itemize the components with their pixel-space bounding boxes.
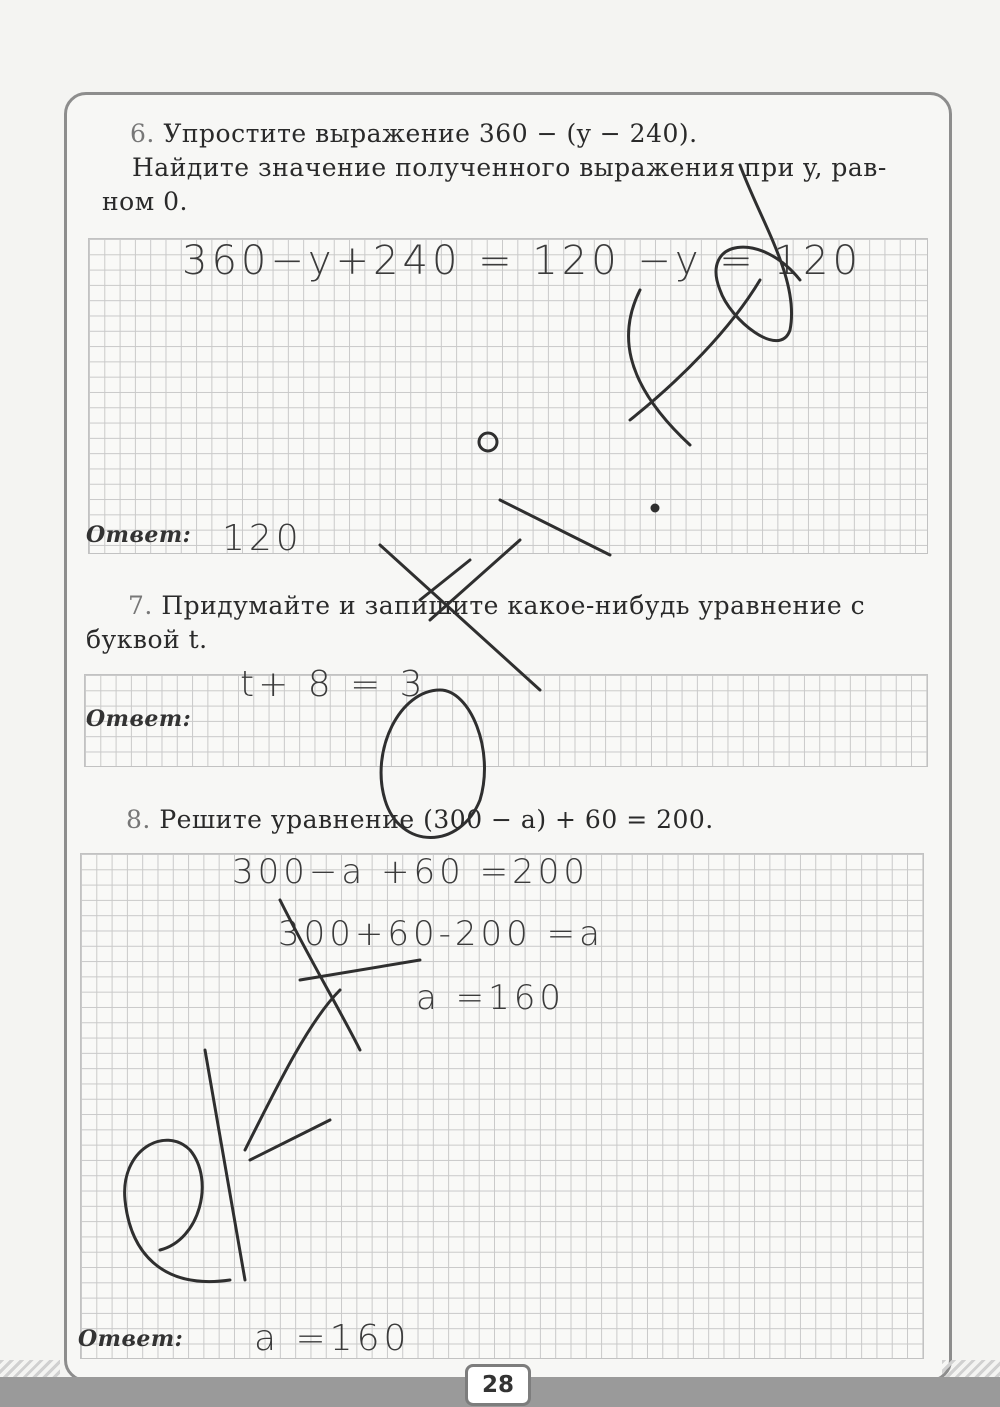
task6-statement: Упростите выражение 360 − (y − 240).: [163, 119, 698, 148]
task7-answer-label: Ответ:: [86, 706, 192, 732]
task8-number: 8.: [126, 805, 151, 834]
task8-work-line-3: a =160: [416, 978, 566, 1018]
task6-work-line: 360−y+240 = 120 −y = 120: [182, 238, 862, 284]
task7-line1: [128, 588, 928, 623]
task8-work-line-1: 300−a +60 =200: [232, 852, 589, 892]
task6-grid[interactable]: [88, 238, 928, 554]
page-number: 28: [465, 1364, 531, 1406]
task6-line1: [130, 116, 930, 151]
task8-answer[interactable]: a =160: [254, 1318, 411, 1359]
task7-statement: Придумайте и запишите какое-нибудь уравнение с: [161, 591, 866, 620]
task8-line1: [126, 802, 926, 837]
task6-answer-label: Ответ:: [86, 522, 192, 548]
footer-stripes-left: [0, 1360, 60, 1378]
task6-answer[interactable]: 120: [222, 518, 303, 559]
task8-statement: Решите уравнение (300 − a) + 60 = 200.: [159, 805, 714, 834]
task7-grid[interactable]: [84, 674, 928, 767]
task6-line2: Найдите значение полученного выражения при y, рав-: [132, 153, 887, 182]
task7-number: 7.: [128, 591, 153, 620]
task6-number: 6.: [130, 119, 155, 148]
task8-answer-label: Ответ:: [78, 1326, 184, 1352]
task7-line2: буквой t.: [86, 625, 208, 654]
task6-line3: ном 0.: [102, 187, 188, 216]
task7-work[interactable]: t+ 8 = 3: [240, 664, 427, 705]
footer-stripes-right: [942, 1360, 1000, 1378]
task8-work-line-2: 300+60-200 =a: [278, 914, 604, 954]
